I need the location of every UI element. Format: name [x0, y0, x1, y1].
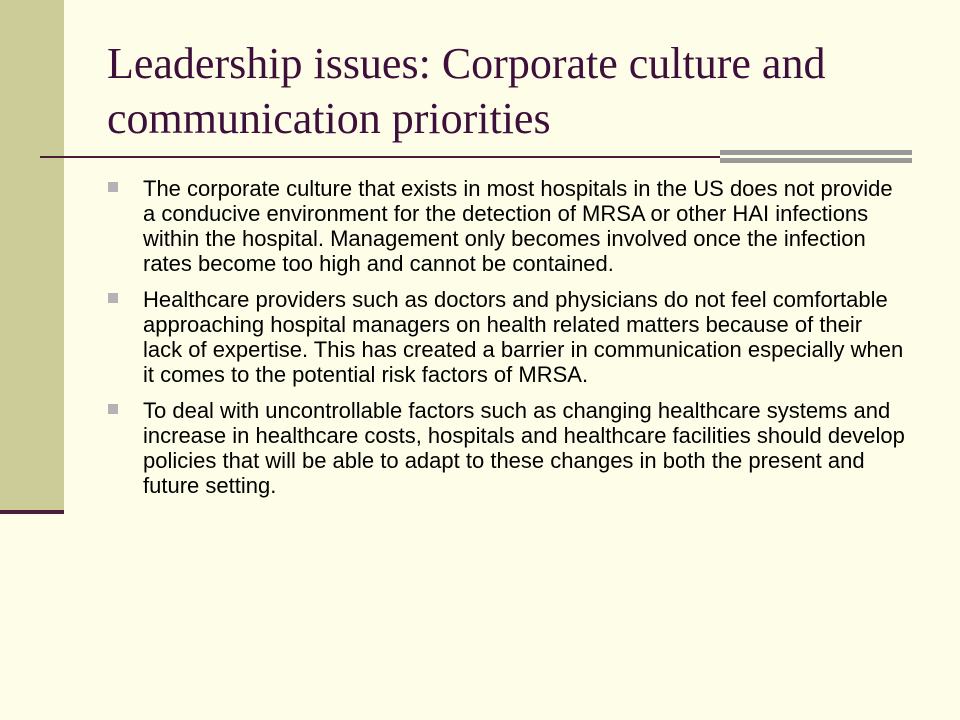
- square-bullet-icon: [108, 404, 118, 414]
- bullet-item: [107, 398, 907, 498]
- bullet-item: [107, 287, 907, 387]
- left-bar-underline: [0, 510, 64, 514]
- title-accent-stripes: [720, 150, 912, 166]
- bullet-list: [107, 176, 907, 509]
- bullet-text: To deal with uncontrollable factors such as changing healthcare systems and increase in healthcare costs, hospitals and healthcare facilities should develop policies that will be able to adapt to these changes in both the present and future setting.: [143, 398, 905, 498]
- bullet-text: Healthcare providers such as doctors and physicians do not feel comfortable approaching hospital managers on health related matters because of their lack of expertise. This has created a barrier in communication especially when it comes to the potential risk factors of MRSA.: [143, 287, 904, 387]
- square-bullet-icon: [108, 293, 118, 303]
- bullet-item: [107, 176, 907, 276]
- left-decorative-bar: [0, 0, 64, 512]
- bullet-text: The corporate culture that exists in most hospitals in the US does not provide a conducive environment for the detection of MRSA or other HAI infections within the hospital. Management only becomes involved once the infection rates become too high and cannot be contained.: [143, 176, 893, 276]
- slide-title: Leadership issues: Corporate culture and communication priorities: [107, 39, 826, 143]
- square-bullet-icon: [108, 182, 118, 192]
